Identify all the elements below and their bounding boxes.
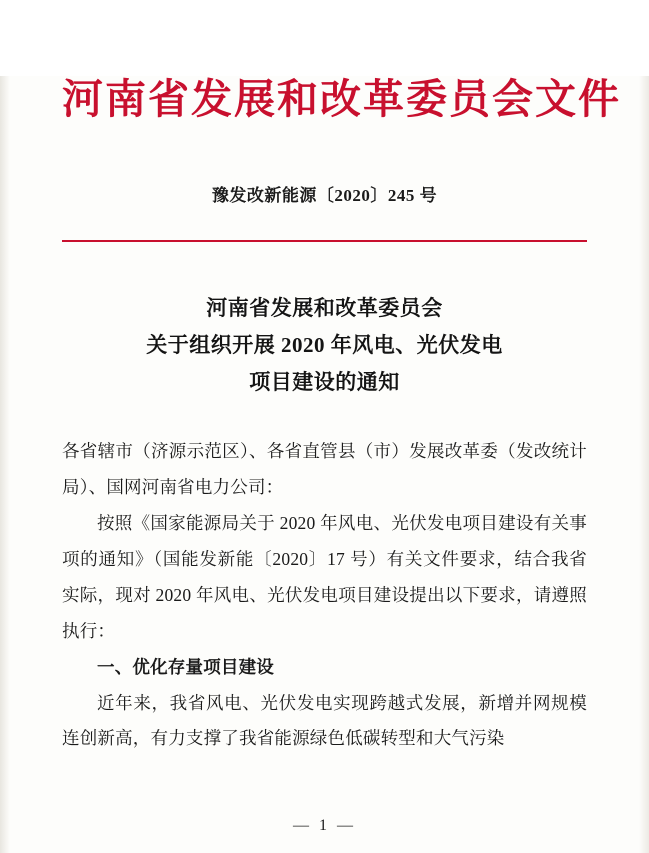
document-body [62,434,587,757]
page-number: — 1 — [293,817,356,834]
document-title [62,290,587,400]
paragraph-section-one-body: 近年来，我省风电、光伏发电实现跨越式发展，新增并网规模连创新高，有力支撑了我省能源绿色低碳转型和大气污染 [62,692,587,749]
document-masthead: 河南省发展和改革委员会文件 [62,75,621,123]
document-page [0,76,649,853]
document-number: 豫发改新能源〔2020〕245 号 [211,186,438,206]
paragraph-recipients: 各省辖市（济源示范区）、各省直管县（市）发展改革委（发改统计局）、国网河南省电力公司： [62,441,587,498]
title-line-2: 关于组织开展 2020 年风电、光伏发电 [146,332,503,357]
red-divider-line [62,240,587,242]
paragraph-intro: 按照《国家能源局关于 2020 年风电、光伏发电项目建设有关事项的通知》（国能发新能〔2020〕17 号）有关文件要求，结合我省实际，现对 2020 年风电、光伏发电项目建设提出以下要求，请遵照执行： [62,513,587,641]
title-line-1: 河南省发展和改革委员会 [206,296,443,321]
section-heading-one: 一、优化存量项目建设 [97,656,274,677]
title-line-3: 项目建设的通知 [249,369,400,394]
